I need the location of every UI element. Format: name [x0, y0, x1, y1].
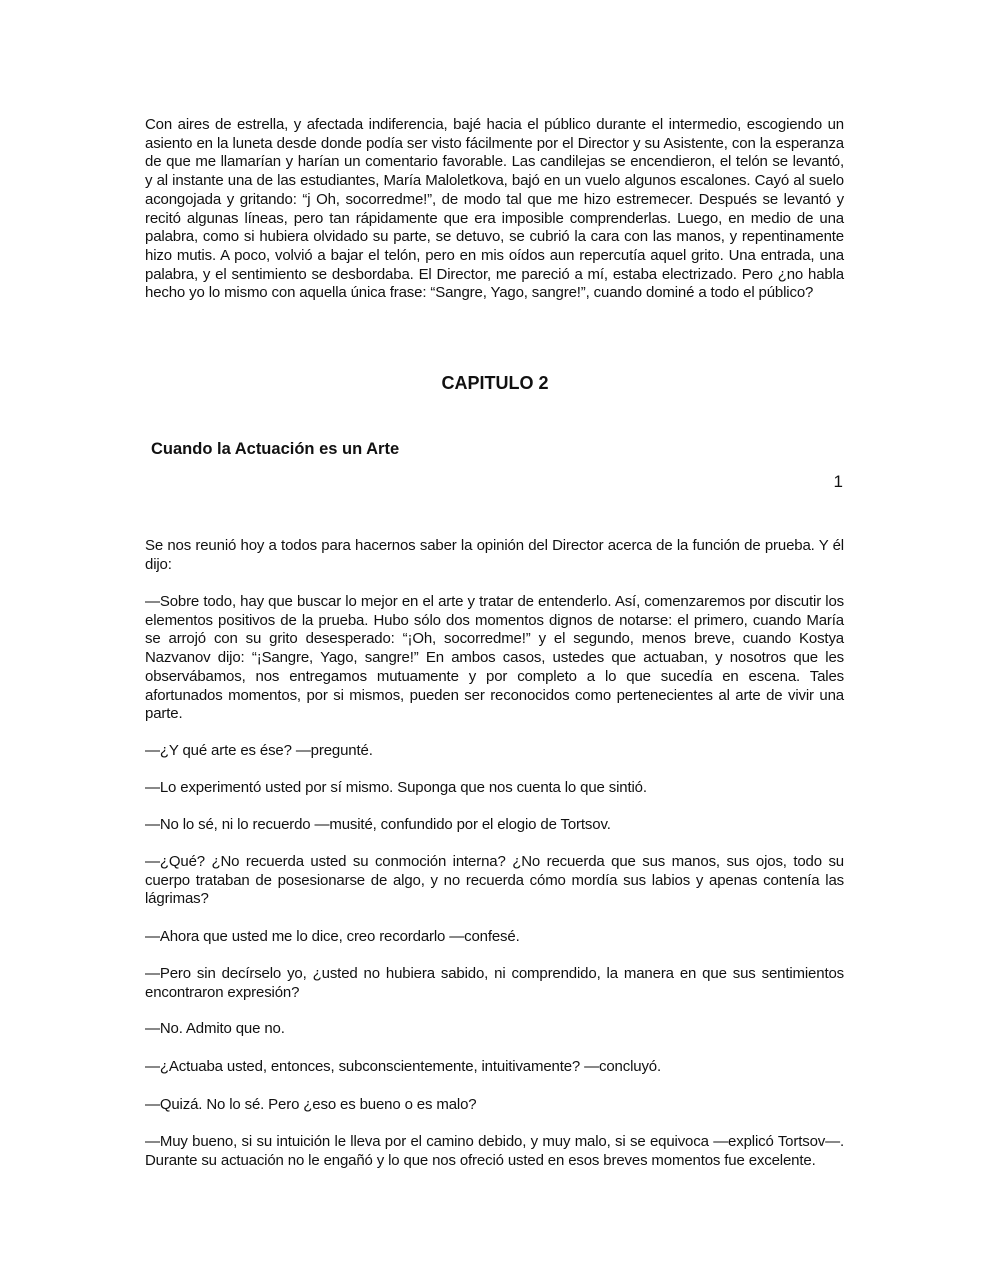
chapter-title: CAPITULO 2 [441, 373, 549, 393]
paragraph: —¿Actuaba usted, entonces, subconscientemente, intuitivamente? —concluyó. [145, 1058, 662, 1075]
paragraph: —Muy bueno, si su intuición le lleva por el camino debido, y muy malo, si se equivoca —explicó Tortsov—. Durante su actuación no le engañó y lo que nos ofreció usted en esos breves momentos fue excelente. [145, 1133, 844, 1169]
paragraph: Se nos reunió hoy a todos para hacernos saber la opinión del Director acerca de la función de prueba. Y él dijo: [145, 537, 844, 573]
page-number: 1 [833, 472, 843, 491]
paragraph: —No lo sé, ni lo recuerdo —musité, confundido por el elogio de Tortsov. [145, 816, 611, 833]
paragraph: —Sobre todo, hay que buscar lo mejor en el arte y tratar de entenderlo. Así, comenzaremos por discutir los elementos positivos de la prueba. Hubo sólo dos momentos dignos de notarse: el primero, cuando María se arrojó con su grito desesperado: “¡Oh, socorredme!” y el segundo, menos breve, cuando Kostya Nazvanov dijo: “¡Sangre, Yago, sangre!” En ambos casos, ustedes que actuaban, y nosotros que les observábamos, nos entregamos mutuamente y por completo a lo que sucedía en escena. Tales afortunados momentos, por si mismos, pueden ser reconocidos como pertenecientes al arte de vivir una parte. [145, 593, 844, 723]
paragraph: —Lo experimentó usted por sí mismo. Suponga que nos cuenta lo que sintió. [145, 779, 647, 796]
paragraph: —Ahora que usted me lo dice, creo recordarlo —confesé. [145, 928, 520, 945]
paragraph: —¿Y qué arte es ése? —pregunté. [145, 742, 373, 759]
section-title: Cuando la Actuación es un Arte [151, 440, 400, 458]
intro-paragraph: Con aires de estrella, y afectada indiferencia, bajé hacia el público durante el intermedio, escogiendo un asiento en la luneta desde donde podía ser visto fácilmente por el Director y su Asistente, con la esperanza de que me llamarían y harían un comentario favorable. Las candilejas se encendieron, el telón se levantó, y al instante una de las estudiantes, María Maloletkova, bajó en un vuelo algunos escalones. Cayó al suelo acongojada y gritando: “j Oh, socorredme!”, de modo tal que me hizo estremecer. Después se levantó y recitó algunas líneas, pero tan rápidamente que era imposible comprenderlas. Luego, en medio de una palabra, como si hubiera olvidado su parte, se detuvo, se cubrió la cara con las manos, y repentinamente hizo mutis. A poco, volvió a bajar el telón, pero en mis oídos aun repercutía aquel grito. Una entrada, una palabra, y el sentimiento se desbordaba. El Director, me pareció a mí, estaba electrizado. Pero ¿no habla hecho yo lo mismo con aquella única frase: “Sangre, Yago, sangre!”, cuando dominé a todo el público? [145, 116, 844, 302]
paragraph: —Pero sin decírselo yo, ¿usted no hubiera sabido, ni comprendido, la manera en que sus sentimientos encontraron expresión? [145, 965, 844, 1001]
paragraph: —No. Admito que no. [145, 1020, 285, 1037]
paragraph: —Quizá. No lo sé. Pero ¿eso es bueno o es malo? [145, 1096, 477, 1113]
paragraph: —¿Qué? ¿No recuerda usted su conmoción interna? ¿No recuerda que sus manos, sus ojos, todo su cuerpo trataban de posesionarse de algo, y no recuerda cómo mordía sus labios y apenas contenía las lágrimas? [145, 853, 844, 908]
